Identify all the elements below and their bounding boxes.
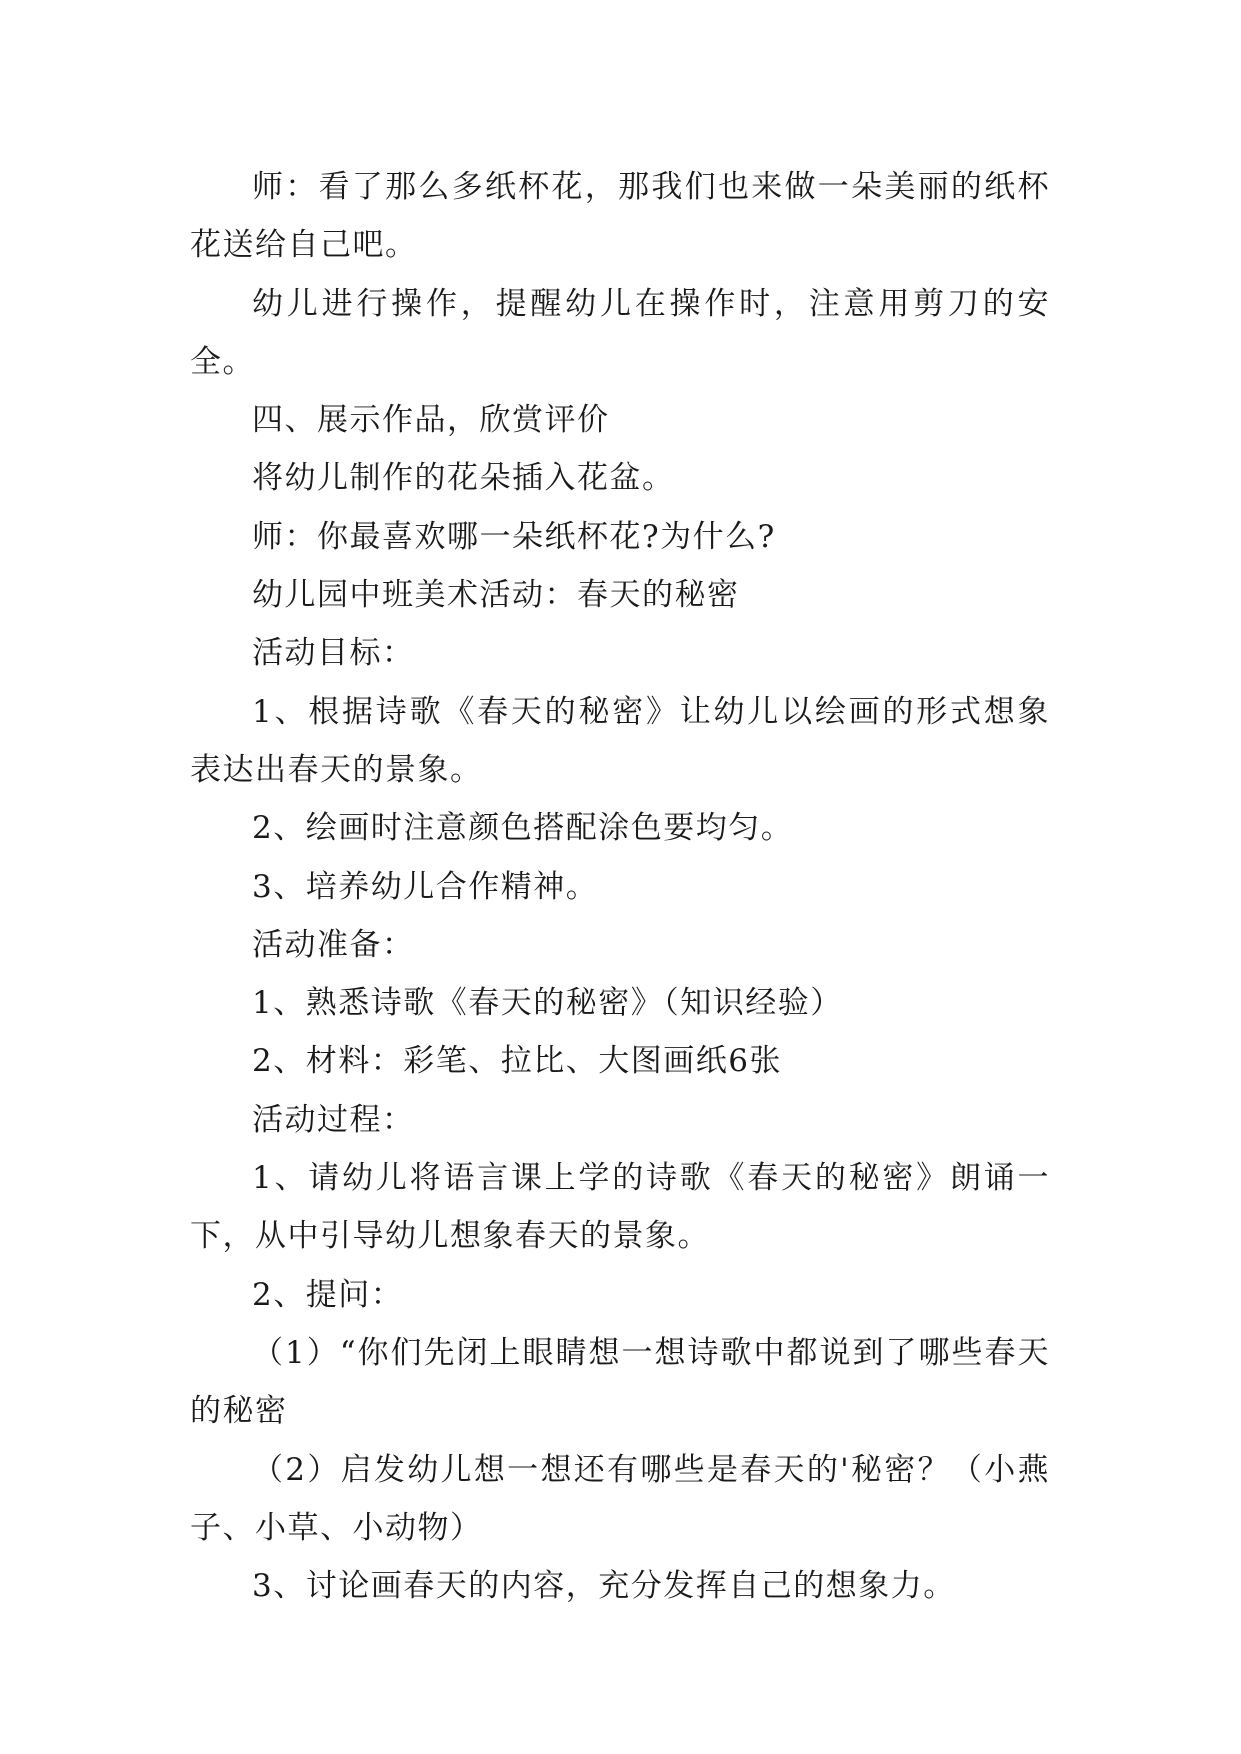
sub-list-item: （2）启发幼儿想一想还有哪些是春天的'秘密？（小燕子、小草、小动物） xyxy=(190,1451,1050,1546)
list-item: 1、根据诗歌《春天的秘密》让幼儿以绘画的形式想象表达出春天的景象。 xyxy=(190,693,1050,788)
paragraph: 幼儿进行操作，提醒幼儿在操作时，注意用剪刀的安全。 xyxy=(190,285,1050,380)
paragraph: 师：看了那么多纸杯花，那我们也来做一朵美丽的纸杯花送给自己吧。 xyxy=(190,169,1050,264)
section-heading: 活动过程： xyxy=(252,1101,415,1138)
document-body xyxy=(190,158,1050,1615)
list-item: 3、讨论画春天的内容，充分发挥自己的想象力。 xyxy=(252,1568,956,1605)
section-heading: 活动准备： xyxy=(252,926,415,963)
sub-list-item: （1）“你们先闭上眼睛想一想诗歌中都说到了哪些春天的秘密 xyxy=(190,1334,1050,1430)
list-item: 2、材料：彩笔、拉比、大图画纸6张 xyxy=(252,1043,782,1080)
activity-title: 幼儿园中班美术活动：春天的秘密 xyxy=(252,577,740,614)
section-heading: 活动目标： xyxy=(252,635,415,672)
list-item: 1、请幼儿将语言课上学的诗歌《春天的秘密》朗诵一下，从中引导幼儿想象春天的景象。 xyxy=(190,1160,1050,1255)
list-item: 3、培养幼儿合作精神。 xyxy=(252,868,599,905)
paragraph: 师：你最喜欢哪一朵纸杯花?为什么? xyxy=(252,518,776,555)
paragraph: 将幼儿制作的花朵插入花盆。 xyxy=(252,460,675,497)
list-item: 2、绘画时注意颜色搭配涂色要均匀。 xyxy=(252,810,794,847)
list-item: 2、提问： xyxy=(252,1276,404,1313)
section-heading: 四、展示作品，欣赏评价 xyxy=(252,402,610,439)
list-item: 1、熟悉诗歌《春天的秘密》（知识经验） xyxy=(252,985,843,1022)
